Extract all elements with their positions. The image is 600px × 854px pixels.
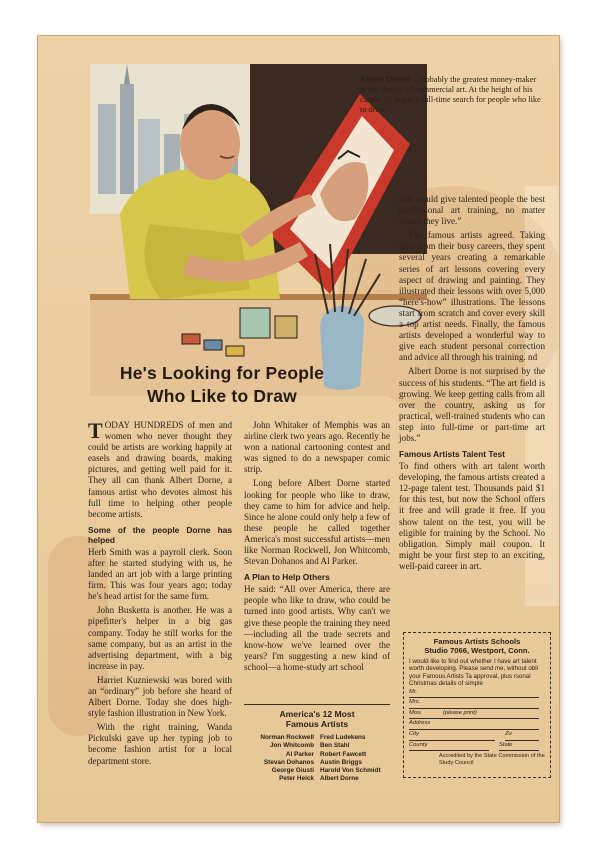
paragraph: Long before Albert Dorne started looking for people who like to draw, they came to him for advice and help. Since he alone could only help a few of these people he called together America's most successful artists—men like Norman Rockwell, Jon Whitcomb, Stevan Dohanos and Al Parker. <box>244 478 390 567</box>
drop-cap: T <box>88 418 103 443</box>
paragraph: Herb Smith was a payroll clerk. Soon after he started studying with us, he landed an art job with a large printing firm. This was four years ago; today he's head artist for the same firm. <box>88 546 232 602</box>
field-zone[interactable]: Zo <box>505 730 539 741</box>
coupon-title-line-1: Famous Artists Schools <box>433 637 521 646</box>
field-mrs[interactable]: Mrs. <box>409 698 539 709</box>
field-mr[interactable]: Mr. <box>409 688 539 699</box>
coupon-body: I would like to find out whether I have art talent worth developing. Please send me, without obli your Famous Artists Ta approval, plus rsonal Christmas details of simple <box>409 658 538 688</box>
field-county[interactable]: County <box>409 741 489 752</box>
article-column-2 <box>244 420 390 676</box>
paragraph: With the right training, Wanda Pickulski gave up her typing job to become fashion artist for a local department store. <box>88 722 232 766</box>
artist-name: Al Parker <box>285 750 314 758</box>
artists-title-line-1: America's 12 Most <box>279 709 355 719</box>
lead-text: ODAY HUNDREDS of men and women who never thought they could be artists are working happily at easels and drawing boards, making pictures, and getting well paid for it. They all can thank Albert Dorne, a famous artist who devotes almost his full time to helping other people become artists. <box>88 420 232 519</box>
paragraph: Albert Dorne is not surprised by the success of his students. “The art field is growing. We keep getting calls from all over the country, asking us for practical, well-trained students who can step into full-time or part-time art jobs.” <box>399 366 545 443</box>
paragraph: The famous artists agreed. Taking time from their busy careers, they spent several years creating a remarkable series of art lessons covering every aspect of drawing and painting. They illustrated their lessons with over 5,000 “here's-how” illustrations. The lessons start from scratch and cover every skill a top artist needs. Finally, the famous artists developed a wonderful way to give each student personal correction and advice all through his training. nd <box>399 230 545 363</box>
artist-name: Ben Stahl <box>320 742 350 750</box>
paragraph <box>88 420 232 520</box>
caption-name: Albert Dorne <box>360 74 411 84</box>
paragraph: Harriet Kuzniewski was bored with an “ordinary” job before she heard of Albert Dorne. Today she does high-style fashion illustration in New York. <box>88 674 232 719</box>
page-headline <box>72 362 372 408</box>
subheading-plan: A Plan to Help Others <box>244 572 330 583</box>
field-label-miss: Miss <box>409 709 421 716</box>
paragraph: To find others with art talent worth developing, the famous artists created a 12-page talent test. Thousands paid $1 for this test, but now the School offers it free and will grade it free. If you show talent on the test, you will be eligible for training by the School. No obligation. Simply mail coupon. It might be your first step to an exciting, well-paid career in art. <box>399 461 545 571</box>
artists-title-line-2: Famous Artists <box>285 719 349 729</box>
magazine-page <box>38 36 559 822</box>
artist-name: Peter Helck <box>279 775 314 783</box>
artist-name: George Giusti <box>271 767 314 775</box>
article-column-3 <box>399 194 545 575</box>
mail-coupon[interactable] <box>403 632 551 778</box>
famous-artists-list <box>244 704 390 784</box>
subheading-people-helped: Some of the people Dorne has helped <box>88 524 232 545</box>
paragraph: John Busketta is another. He was a pipefitter's helper in a big gas company. Today he still works for the same company, but as an artist in the advertising department, with a big increase in pay. <box>88 605 232 671</box>
artist-name: Jon Whitcomb <box>269 742 314 750</box>
paragraph: that would give talented people the best professional art training, no matter where they live.” <box>399 194 545 227</box>
headline-line-1: He's Looking for People <box>119 363 325 383</box>
artist-name: Albert Dorne <box>320 775 359 783</box>
field-miss[interactable] <box>409 709 539 720</box>
field-state[interactable]: State <box>499 741 539 752</box>
field-print-hint: (please print) <box>442 709 477 716</box>
coupon-accreditation: Accredited by the State Commission of the Study Council <box>439 753 545 766</box>
subheading-talent-test: Famous Artists Talent Test <box>399 449 505 460</box>
paragraph: He said: “All over America, there are people who like to draw, who could be turned into good artists. Why can't we give these people the training they need—including all the trade secrets and know-how we've learned over the years? I'm suggesting a new kind of school—a home-study art school <box>244 584 390 672</box>
artist-name: Harold Von Schmidt <box>320 767 381 775</box>
artist-name: Austin Briggs <box>320 758 362 766</box>
divider <box>244 704 390 705</box>
paragraph: John Whitaker of Memphis was an airline clerk two years ago. Recently he won a national cartooning contest and was signed to do a newspaper comic strip. <box>244 420 390 475</box>
artist-name: Stevan Dohanos <box>263 758 314 766</box>
artist-name: Fred Ludekens <box>320 734 366 741</box>
field-address[interactable]: Address <box>409 719 539 730</box>
coupon-title-line-2: Studio 7066, Westport, Conn. <box>424 646 530 655</box>
caption-text: – probably the greatest money-maker in the history of commercial art. At the height of his career, he began a full-time search for people who like to draw. <box>360 75 541 114</box>
headline-line-2: Who Like to Draw <box>146 386 297 406</box>
county-state-row <box>409 741 545 752</box>
artist-name: Robert Fawcett <box>320 750 367 758</box>
artists-names <box>244 734 390 784</box>
field-city[interactable]: City <box>409 730 495 741</box>
artist-name: Norman Rockwell <box>260 734 314 741</box>
city-zone-row <box>409 730 545 741</box>
article-column-1 <box>88 420 232 770</box>
illustration-caption <box>360 74 544 115</box>
